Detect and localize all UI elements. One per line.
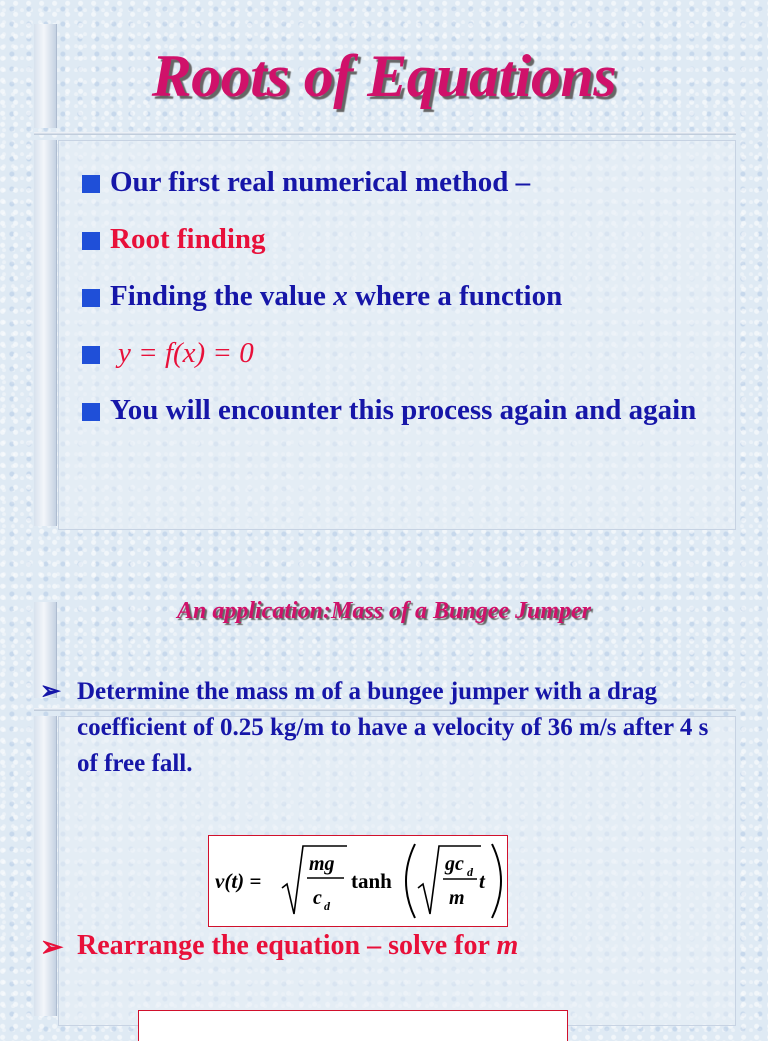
equation-sub-d: d — [467, 865, 473, 879]
equation-func: tanh — [351, 869, 392, 893]
bullet-item: Finding the value x where a function — [82, 277, 722, 315]
bullet-item: Our first real numerical method – — [82, 163, 722, 201]
square-bullet-icon — [82, 232, 100, 250]
arrow-bullet-icon: ➢ — [40, 932, 64, 963]
slide-bungee-jumper — [0, 540, 768, 1024]
square-bullet-icon — [82, 175, 100, 193]
slide-subtitle: An application:Mass of a Bungee Jumper — [176, 598, 592, 624]
rearrange-instruction: ➢ Rearrange the equation – solve for m — [40, 930, 519, 963]
equation-frac1-num: mg — [309, 853, 335, 875]
equation-frac2-den: m — [449, 887, 465, 909]
square-bullet-icon — [82, 289, 100, 307]
title-divider — [34, 132, 736, 135]
square-bullet-icon — [82, 346, 100, 364]
equation-lhs: v(t) = — [215, 869, 262, 893]
equation-t: t — [479, 869, 485, 893]
bullet-list — [82, 163, 722, 448]
square-bullet-icon — [82, 403, 100, 421]
rearranged-equation-box — [138, 1010, 568, 1041]
velocity-equation — [208, 835, 508, 927]
arrow-bullet-icon: ➢ — [40, 678, 61, 705]
slide-frame-bar — [34, 140, 57, 526]
equation-frac2-num: gc — [445, 853, 464, 875]
slide-title: Roots of Equations — [151, 43, 617, 109]
equation-sub-d: d — [324, 899, 330, 913]
bullet-item: You will encounter this process again and again — [82, 391, 722, 429]
problem-statement: ➢ Determine the mass m of a bungee jumper with a drag coefficient of 0.25 kg/m to have a velocity of 36 m/s after 4 s of free fall. — [40, 674, 720, 782]
bullet-item: Root finding — [82, 220, 722, 258]
equation-frac1-den: c — [313, 887, 322, 909]
equation-graphic — [209, 836, 507, 926]
bullet-item: y = f(x) = 0 — [82, 334, 722, 372]
